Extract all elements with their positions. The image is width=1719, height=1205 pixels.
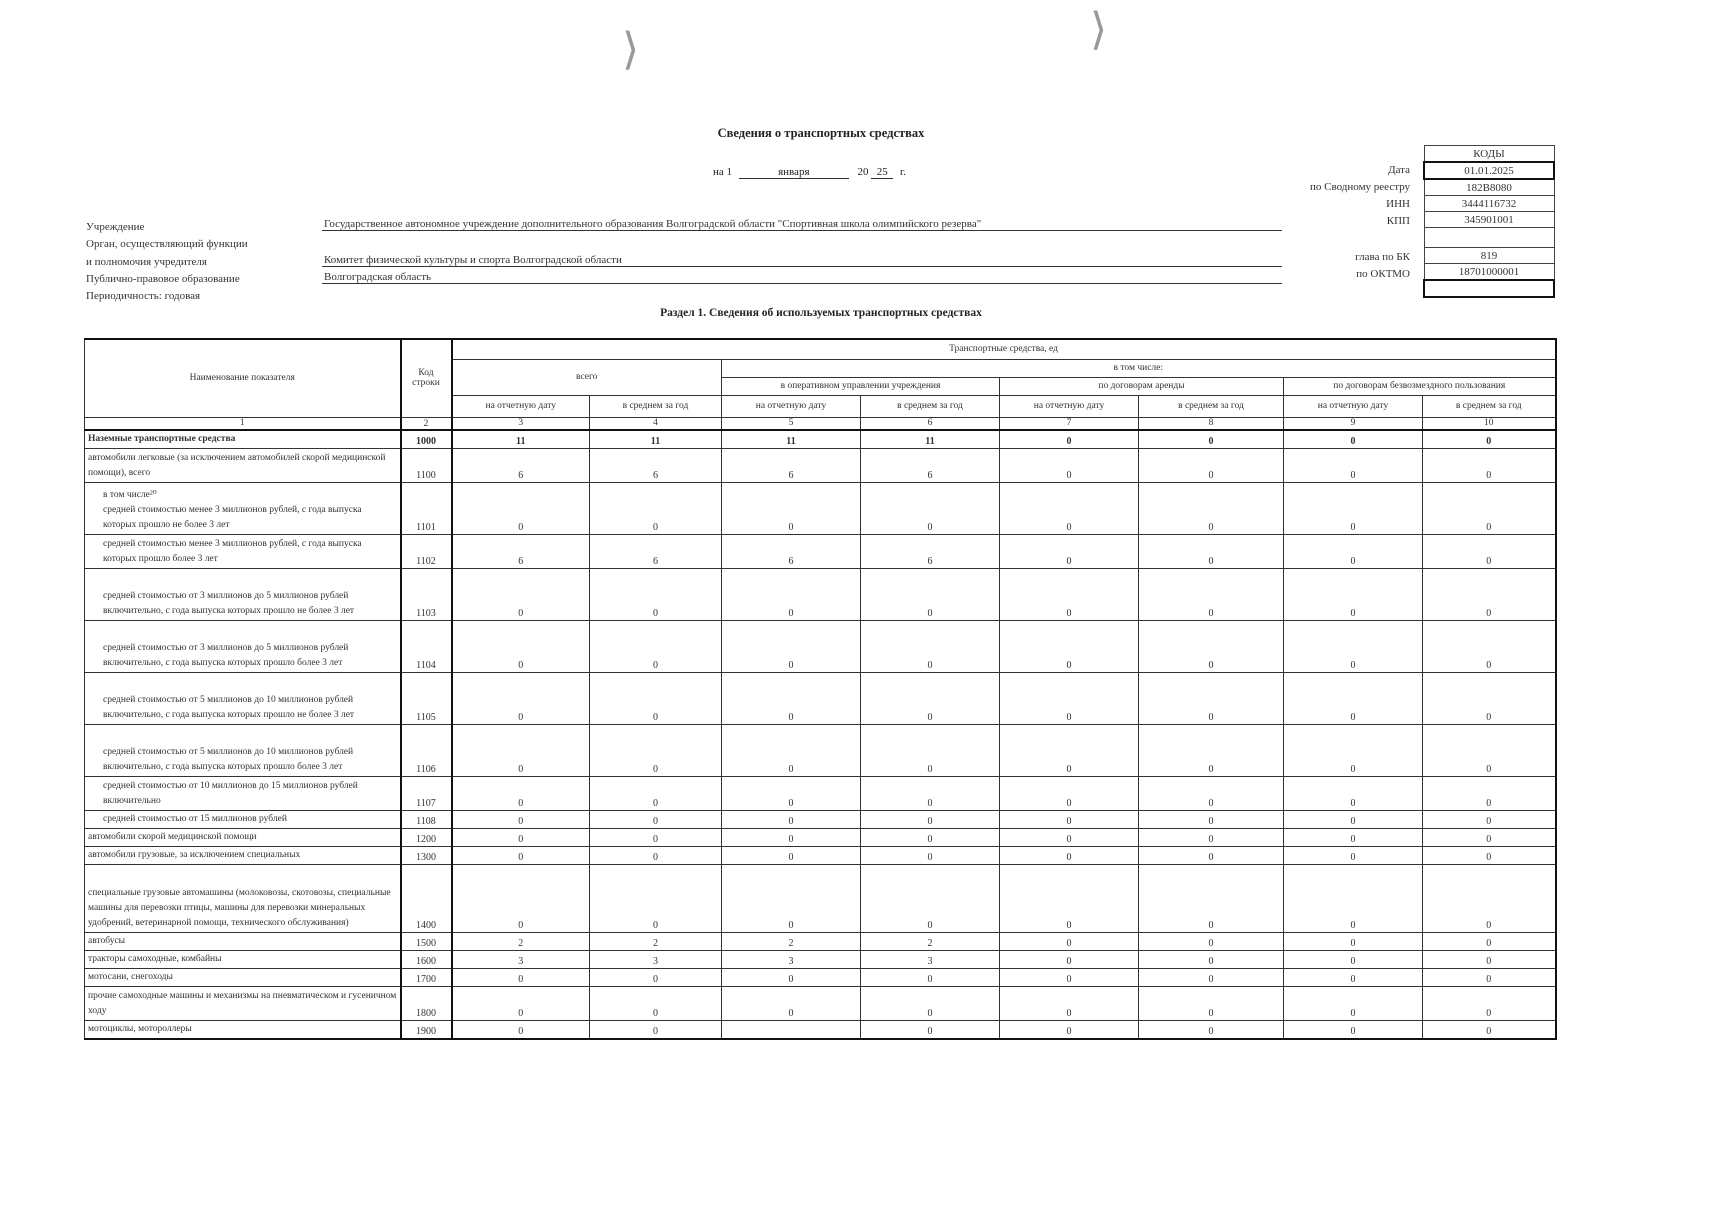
code-bk: 819 bbox=[1424, 248, 1554, 264]
row-code: 1300 bbox=[401, 846, 452, 864]
row-code: 1100 bbox=[401, 448, 452, 482]
row-value bbox=[722, 1020, 861, 1039]
row-value: 0 bbox=[1423, 430, 1556, 449]
code-empty bbox=[1424, 228, 1554, 248]
row-value: 0 bbox=[1000, 968, 1139, 986]
row-value: 0 bbox=[590, 986, 722, 1020]
row-value: 0 bbox=[861, 776, 1000, 810]
row-value: 0 bbox=[452, 846, 590, 864]
row-value: 6 bbox=[722, 534, 861, 568]
row-name: мотоциклы, мотороллеры bbox=[85, 1020, 401, 1039]
row-value: 0 bbox=[722, 620, 861, 672]
row-value: 0 bbox=[1284, 828, 1423, 846]
row-code: 1200 bbox=[401, 828, 452, 846]
row-value: 6 bbox=[452, 448, 590, 482]
row-value: 0 bbox=[722, 672, 861, 724]
row-value: 0 bbox=[1000, 724, 1139, 776]
row-value: 0 bbox=[861, 968, 1000, 986]
column-number: 4 bbox=[590, 417, 722, 430]
row-value: 0 bbox=[1423, 810, 1556, 828]
row-value: 6 bbox=[590, 448, 722, 482]
row-value: 0 bbox=[1139, 864, 1284, 932]
row-value: 0 bbox=[1284, 672, 1423, 724]
row-value: 6 bbox=[722, 448, 861, 482]
header-total-avg: в среднем за год bbox=[590, 395, 722, 417]
row-name: специальные грузовые автомашины (молоковозы, скотовозы, специальные машины для перевозки птицы, машины для перевозки минеральных удобрений, ветеринарной помощи, технического обслуживания) bbox=[85, 864, 401, 932]
table-row bbox=[85, 932, 1556, 950]
row-value: 0 bbox=[1000, 1020, 1139, 1039]
row-value: 0 bbox=[861, 672, 1000, 724]
row-value: 0 bbox=[1284, 810, 1423, 828]
row-value: 0 bbox=[1423, 568, 1556, 620]
code-date: 01.01.2025 bbox=[1424, 162, 1554, 179]
header-lease-avg: в среднем за год bbox=[1139, 395, 1284, 417]
code-empty-2 bbox=[1424, 280, 1554, 297]
row-value: 0 bbox=[722, 776, 861, 810]
table-row bbox=[85, 620, 1556, 672]
row-value: 0 bbox=[1000, 864, 1139, 932]
row-value: 0 bbox=[590, 672, 722, 724]
table-row bbox=[85, 672, 1556, 724]
header-operational: в оперативном управлении учреждения bbox=[722, 377, 1000, 395]
row-value: 0 bbox=[1139, 950, 1284, 968]
row-value: 0 bbox=[1284, 968, 1423, 986]
row-value: 3 bbox=[722, 950, 861, 968]
row-value: 0 bbox=[1139, 448, 1284, 482]
table-header bbox=[85, 339, 1556, 417]
row-value: 0 bbox=[1284, 724, 1423, 776]
row-value: 0 bbox=[452, 1020, 590, 1039]
header-total: всего bbox=[452, 359, 722, 395]
code-label-kpp: КПП bbox=[1386, 215, 1410, 227]
row-value: 0 bbox=[1000, 776, 1139, 810]
row-code: 1500 bbox=[401, 932, 452, 950]
row-code: 1900 bbox=[401, 1020, 452, 1039]
header-vehicles: Транспортные средства, ед bbox=[452, 339, 1556, 359]
header-lease-date: на отчетную дату bbox=[1000, 395, 1139, 417]
row-value: 0 bbox=[1000, 672, 1139, 724]
date-suffix: г. bbox=[900, 166, 907, 178]
row-value: 0 bbox=[1139, 568, 1284, 620]
code-label-registry: по Сводному реестру bbox=[1310, 181, 1410, 193]
header-free-date: на отчетную дату bbox=[1284, 395, 1423, 417]
header-including: в том числе: bbox=[722, 359, 1556, 377]
row-value: 0 bbox=[1423, 932, 1556, 950]
row-value: 0 bbox=[590, 482, 722, 534]
row-code: 1700 bbox=[401, 968, 452, 986]
row-value: 0 bbox=[1423, 828, 1556, 846]
row-value: 0 bbox=[1423, 968, 1556, 986]
row-value: 0 bbox=[1284, 846, 1423, 864]
column-number: 3 bbox=[452, 417, 590, 430]
row-value: 0 bbox=[452, 482, 590, 534]
row-value: 0 bbox=[452, 864, 590, 932]
label-institution: Учреждение bbox=[86, 221, 145, 233]
row-value: 0 bbox=[861, 810, 1000, 828]
row-value: 0 bbox=[590, 724, 722, 776]
row-value: 0 bbox=[590, 828, 722, 846]
row-code: 1101 bbox=[401, 482, 452, 534]
row-value: 0 bbox=[1000, 620, 1139, 672]
scan-mark-left: ⟩ bbox=[622, 25, 640, 74]
row-value: 0 bbox=[590, 810, 722, 828]
code-oktmo: 18701000001 bbox=[1424, 264, 1554, 281]
row-value: 0 bbox=[1423, 534, 1556, 568]
row-value: 0 bbox=[590, 620, 722, 672]
row-code: 1600 bbox=[401, 950, 452, 968]
table-row bbox=[85, 430, 1556, 449]
row-value: 0 bbox=[1423, 672, 1556, 724]
code-label-oktmo: по ОКТМО bbox=[1356, 268, 1410, 280]
row-value: 0 bbox=[1000, 568, 1139, 620]
table-row bbox=[85, 1020, 1556, 1039]
row-value: 0 bbox=[722, 810, 861, 828]
row-value: 0 bbox=[722, 986, 861, 1020]
column-number: 5 bbox=[722, 417, 861, 430]
table-row bbox=[85, 568, 1556, 620]
row-value: 0 bbox=[452, 620, 590, 672]
row-value: 0 bbox=[1139, 776, 1284, 810]
row-name: автомобили скорой медицинской помощи bbox=[85, 828, 401, 846]
row-value: 0 bbox=[861, 846, 1000, 864]
header-name: Наименование показателя bbox=[85, 339, 401, 417]
header-free-avg: в среднем за год bbox=[1423, 395, 1556, 417]
row-code: 1105 bbox=[401, 672, 452, 724]
codes-box bbox=[1423, 145, 1555, 298]
row-value: 0 bbox=[1423, 448, 1556, 482]
row-value: 0 bbox=[1139, 620, 1284, 672]
row-value: 0 bbox=[590, 776, 722, 810]
table-row bbox=[85, 810, 1556, 828]
row-value: 2 bbox=[861, 932, 1000, 950]
row-value: 0 bbox=[1000, 448, 1139, 482]
row-code: 1106 bbox=[401, 724, 452, 776]
row-value: 0 bbox=[452, 568, 590, 620]
row-value: 11 bbox=[722, 430, 861, 449]
row-value: 0 bbox=[1000, 810, 1139, 828]
row-value: 0 bbox=[452, 810, 590, 828]
row-value: 0 bbox=[452, 968, 590, 986]
row-name: мотосани, снегоходы bbox=[85, 968, 401, 986]
row-value: 0 bbox=[1139, 1020, 1284, 1039]
row-value: 0 bbox=[590, 568, 722, 620]
row-value: 0 bbox=[1000, 828, 1139, 846]
column-number: 9 bbox=[1284, 417, 1423, 430]
table-row bbox=[85, 846, 1556, 864]
column-numbers bbox=[85, 417, 1556, 430]
row-value: 0 bbox=[722, 968, 861, 986]
row-value: 0 bbox=[861, 828, 1000, 846]
section-title: Раздел 1. Сведения об используемых транспортных средствах bbox=[660, 307, 982, 319]
row-value: 0 bbox=[1000, 950, 1139, 968]
date-prefix: на 1 bbox=[713, 166, 733, 178]
row-value: 3 bbox=[452, 950, 590, 968]
code-registry: 182B8080 bbox=[1424, 179, 1554, 196]
row-code: 1400 bbox=[401, 864, 452, 932]
table-row bbox=[85, 968, 1556, 986]
row-value: 0 bbox=[1423, 864, 1556, 932]
row-value: 0 bbox=[861, 986, 1000, 1020]
table-row bbox=[85, 950, 1556, 968]
row-value: 0 bbox=[1000, 986, 1139, 1020]
row-value: 0 bbox=[1139, 810, 1284, 828]
field-institution: Государственное автономное учреждение дополнительного образования Волгоградской области "Спортивная школа олимпийского резерва" bbox=[322, 218, 1282, 231]
row-value: 0 bbox=[861, 1020, 1000, 1039]
table-row bbox=[85, 776, 1556, 810]
column-number: 6 bbox=[861, 417, 1000, 430]
code-kpp: 345901001 bbox=[1424, 212, 1554, 228]
code-inn: 3444116732 bbox=[1424, 196, 1554, 212]
row-name: средней стоимостью менее 3 миллионов рублей, с года выпуска которых прошло более 3 лет bbox=[85, 534, 401, 568]
row-value: 0 bbox=[1423, 776, 1556, 810]
row-value: 0 bbox=[1000, 846, 1139, 864]
row-value: 0 bbox=[1000, 430, 1139, 449]
row-value: 0 bbox=[722, 482, 861, 534]
date-year: 25 bbox=[871, 166, 893, 179]
column-number: 10 bbox=[1423, 417, 1556, 430]
column-number: 1 bbox=[85, 417, 401, 430]
row-value: 0 bbox=[722, 864, 861, 932]
date-month: января bbox=[739, 166, 849, 179]
header-lease: по договорам аренды bbox=[1000, 377, 1284, 395]
row-name: средней стоимостью от 10 миллионов до 15 миллионов рублей включительно bbox=[85, 776, 401, 810]
column-number: 7 bbox=[1000, 417, 1139, 430]
code-label-inn: ИНН bbox=[1386, 198, 1410, 210]
table-row bbox=[85, 828, 1556, 846]
row-value: 0 bbox=[1139, 846, 1284, 864]
row-value: 0 bbox=[861, 620, 1000, 672]
row-value: 0 bbox=[861, 864, 1000, 932]
row-value: 0 bbox=[1139, 828, 1284, 846]
header-operational-avg: в среднем за год bbox=[861, 395, 1000, 417]
header-code: Код строки bbox=[401, 339, 452, 417]
row-value: 0 bbox=[590, 968, 722, 986]
row-value: 0 bbox=[1284, 1020, 1423, 1039]
row-value: 0 bbox=[722, 568, 861, 620]
row-value: 0 bbox=[452, 724, 590, 776]
row-value: 0 bbox=[1423, 846, 1556, 864]
row-value: 0 bbox=[590, 864, 722, 932]
row-code: 1103 bbox=[401, 568, 452, 620]
field-founder: Комитет физической культуры и спорта Волгоградской области bbox=[322, 254, 1282, 267]
row-code: 1107 bbox=[401, 776, 452, 810]
row-value: 0 bbox=[722, 828, 861, 846]
row-value: 0 bbox=[1000, 932, 1139, 950]
row-name: средней стоимостью от 3 миллионов до 5 миллионов рублей включительно, с года выпуска которых прошло более 3 лет bbox=[85, 620, 401, 672]
row-value: 0 bbox=[1284, 932, 1423, 950]
row-value: 0 bbox=[1423, 724, 1556, 776]
row-name: в том числе²⁰ средней стоимостью менее 3 миллионов рублей, с года выпуска которых прошло не более 3 лет bbox=[85, 482, 401, 534]
codes-header: КОДЫ bbox=[1424, 146, 1554, 163]
table-row bbox=[85, 986, 1556, 1020]
row-value: 0 bbox=[1284, 448, 1423, 482]
report-date bbox=[713, 166, 906, 179]
header-operational-date: на отчетную дату bbox=[722, 395, 861, 417]
row-name: средней стоимостью от 15 миллионов рублей bbox=[85, 810, 401, 828]
row-value: 6 bbox=[590, 534, 722, 568]
date-year-prefix: 20 bbox=[857, 166, 869, 178]
row-value: 0 bbox=[1139, 968, 1284, 986]
row-name: тракторы самоходные, комбайны bbox=[85, 950, 401, 968]
row-value: 2 bbox=[452, 932, 590, 950]
row-value: 6 bbox=[452, 534, 590, 568]
field-public-entity: Волгоградская область bbox=[322, 271, 1282, 284]
row-value: 0 bbox=[452, 672, 590, 724]
row-value: 0 bbox=[590, 846, 722, 864]
row-value: 0 bbox=[1139, 672, 1284, 724]
row-value: 0 bbox=[1284, 568, 1423, 620]
row-value: 0 bbox=[1284, 620, 1423, 672]
row-value: 0 bbox=[1284, 482, 1423, 534]
row-value: 0 bbox=[861, 568, 1000, 620]
table-row bbox=[85, 448, 1556, 482]
label-founder-2: и полномочия учредителя bbox=[86, 256, 207, 268]
row-value: 0 bbox=[1423, 986, 1556, 1020]
row-value: 0 bbox=[722, 846, 861, 864]
row-code: 1000 bbox=[401, 430, 452, 449]
row-name: средней стоимостью от 5 миллионов до 10 миллионов рублей включительно, с года выпуска которых прошло более 3 лет bbox=[85, 724, 401, 776]
row-value: 0 bbox=[1139, 932, 1284, 950]
row-value: 0 bbox=[1284, 864, 1423, 932]
row-name: прочие самоходные машины и механизмы на пневматическом и гусеничном ходу bbox=[85, 986, 401, 1020]
row-value: 0 bbox=[1423, 620, 1556, 672]
row-value: 0 bbox=[1139, 724, 1284, 776]
row-value: 0 bbox=[452, 776, 590, 810]
row-value: 0 bbox=[1284, 534, 1423, 568]
row-value: 0 bbox=[1000, 482, 1139, 534]
row-code: 1108 bbox=[401, 810, 452, 828]
row-value: 0 bbox=[452, 986, 590, 1020]
column-number: 8 bbox=[1139, 417, 1284, 430]
label-periodicity: Периодичность: годовая bbox=[86, 290, 201, 302]
row-value: 6 bbox=[861, 448, 1000, 482]
row-code: 1800 bbox=[401, 986, 452, 1020]
row-name: автомобили легковые (за исключением автомобилей скорой медицинской помощи), всего bbox=[85, 448, 401, 482]
document-title: Сведения о транспортных средствах bbox=[717, 126, 925, 140]
row-value: 0 bbox=[1000, 534, 1139, 568]
row-code: 1104 bbox=[401, 620, 452, 672]
row-value: 6 bbox=[861, 534, 1000, 568]
row-value: 0 bbox=[1284, 986, 1423, 1020]
row-value: 3 bbox=[861, 950, 1000, 968]
table-row bbox=[85, 534, 1556, 568]
row-value: 0 bbox=[722, 724, 861, 776]
row-value: 0 bbox=[1139, 482, 1284, 534]
row-value: 3 bbox=[590, 950, 722, 968]
table-row bbox=[85, 864, 1556, 932]
row-name: средней стоимостью от 5 миллионов до 10 миллионов рублей включительно, с года выпуска которых прошло не более 3 лет bbox=[85, 672, 401, 724]
row-value: 0 bbox=[452, 828, 590, 846]
row-value: 0 bbox=[1139, 430, 1284, 449]
header-free-use: по договорам безвозмездного пользования bbox=[1284, 377, 1556, 395]
row-value: 0 bbox=[1284, 950, 1423, 968]
row-name: автомобили грузовые, за исключением специальных bbox=[85, 846, 401, 864]
scan-mark-right: ⟩ bbox=[1090, 5, 1108, 54]
row-code: 1102 bbox=[401, 534, 452, 568]
label-founder-1: Орган, осуществляющий функции bbox=[86, 238, 248, 250]
row-value: 0 bbox=[861, 724, 1000, 776]
row-value: 11 bbox=[590, 430, 722, 449]
table-row bbox=[85, 724, 1556, 776]
vehicles-table bbox=[84, 338, 1557, 1040]
row-name: Наземные транспортные средства bbox=[85, 430, 401, 449]
row-value: 2 bbox=[722, 932, 861, 950]
row-name: автобусы bbox=[85, 932, 401, 950]
row-value: 11 bbox=[452, 430, 590, 449]
header-total-date: на отчетную дату bbox=[452, 395, 590, 417]
column-number: 2 bbox=[401, 417, 452, 430]
row-value: 0 bbox=[1423, 1020, 1556, 1039]
row-value: 2 bbox=[590, 932, 722, 950]
row-value: 11 bbox=[861, 430, 1000, 449]
row-value: 0 bbox=[1423, 482, 1556, 534]
row-value: 0 bbox=[1284, 430, 1423, 449]
row-value: 0 bbox=[1284, 776, 1423, 810]
row-value: 0 bbox=[861, 482, 1000, 534]
row-value: 0 bbox=[1139, 986, 1284, 1020]
code-label-bk: глава по БК bbox=[1355, 251, 1410, 263]
code-label-date: Дата bbox=[1388, 164, 1410, 176]
table-row bbox=[85, 482, 1556, 534]
label-public-entity: Публично-правовое образование bbox=[86, 273, 240, 285]
table-body bbox=[85, 430, 1556, 1039]
row-value: 0 bbox=[1139, 534, 1284, 568]
row-value: 0 bbox=[1423, 950, 1556, 968]
row-value: 0 bbox=[590, 1020, 722, 1039]
row-name: средней стоимостью от 3 миллионов до 5 миллионов рублей включительно, с года выпуска которых прошло не более 3 лет bbox=[85, 568, 401, 620]
